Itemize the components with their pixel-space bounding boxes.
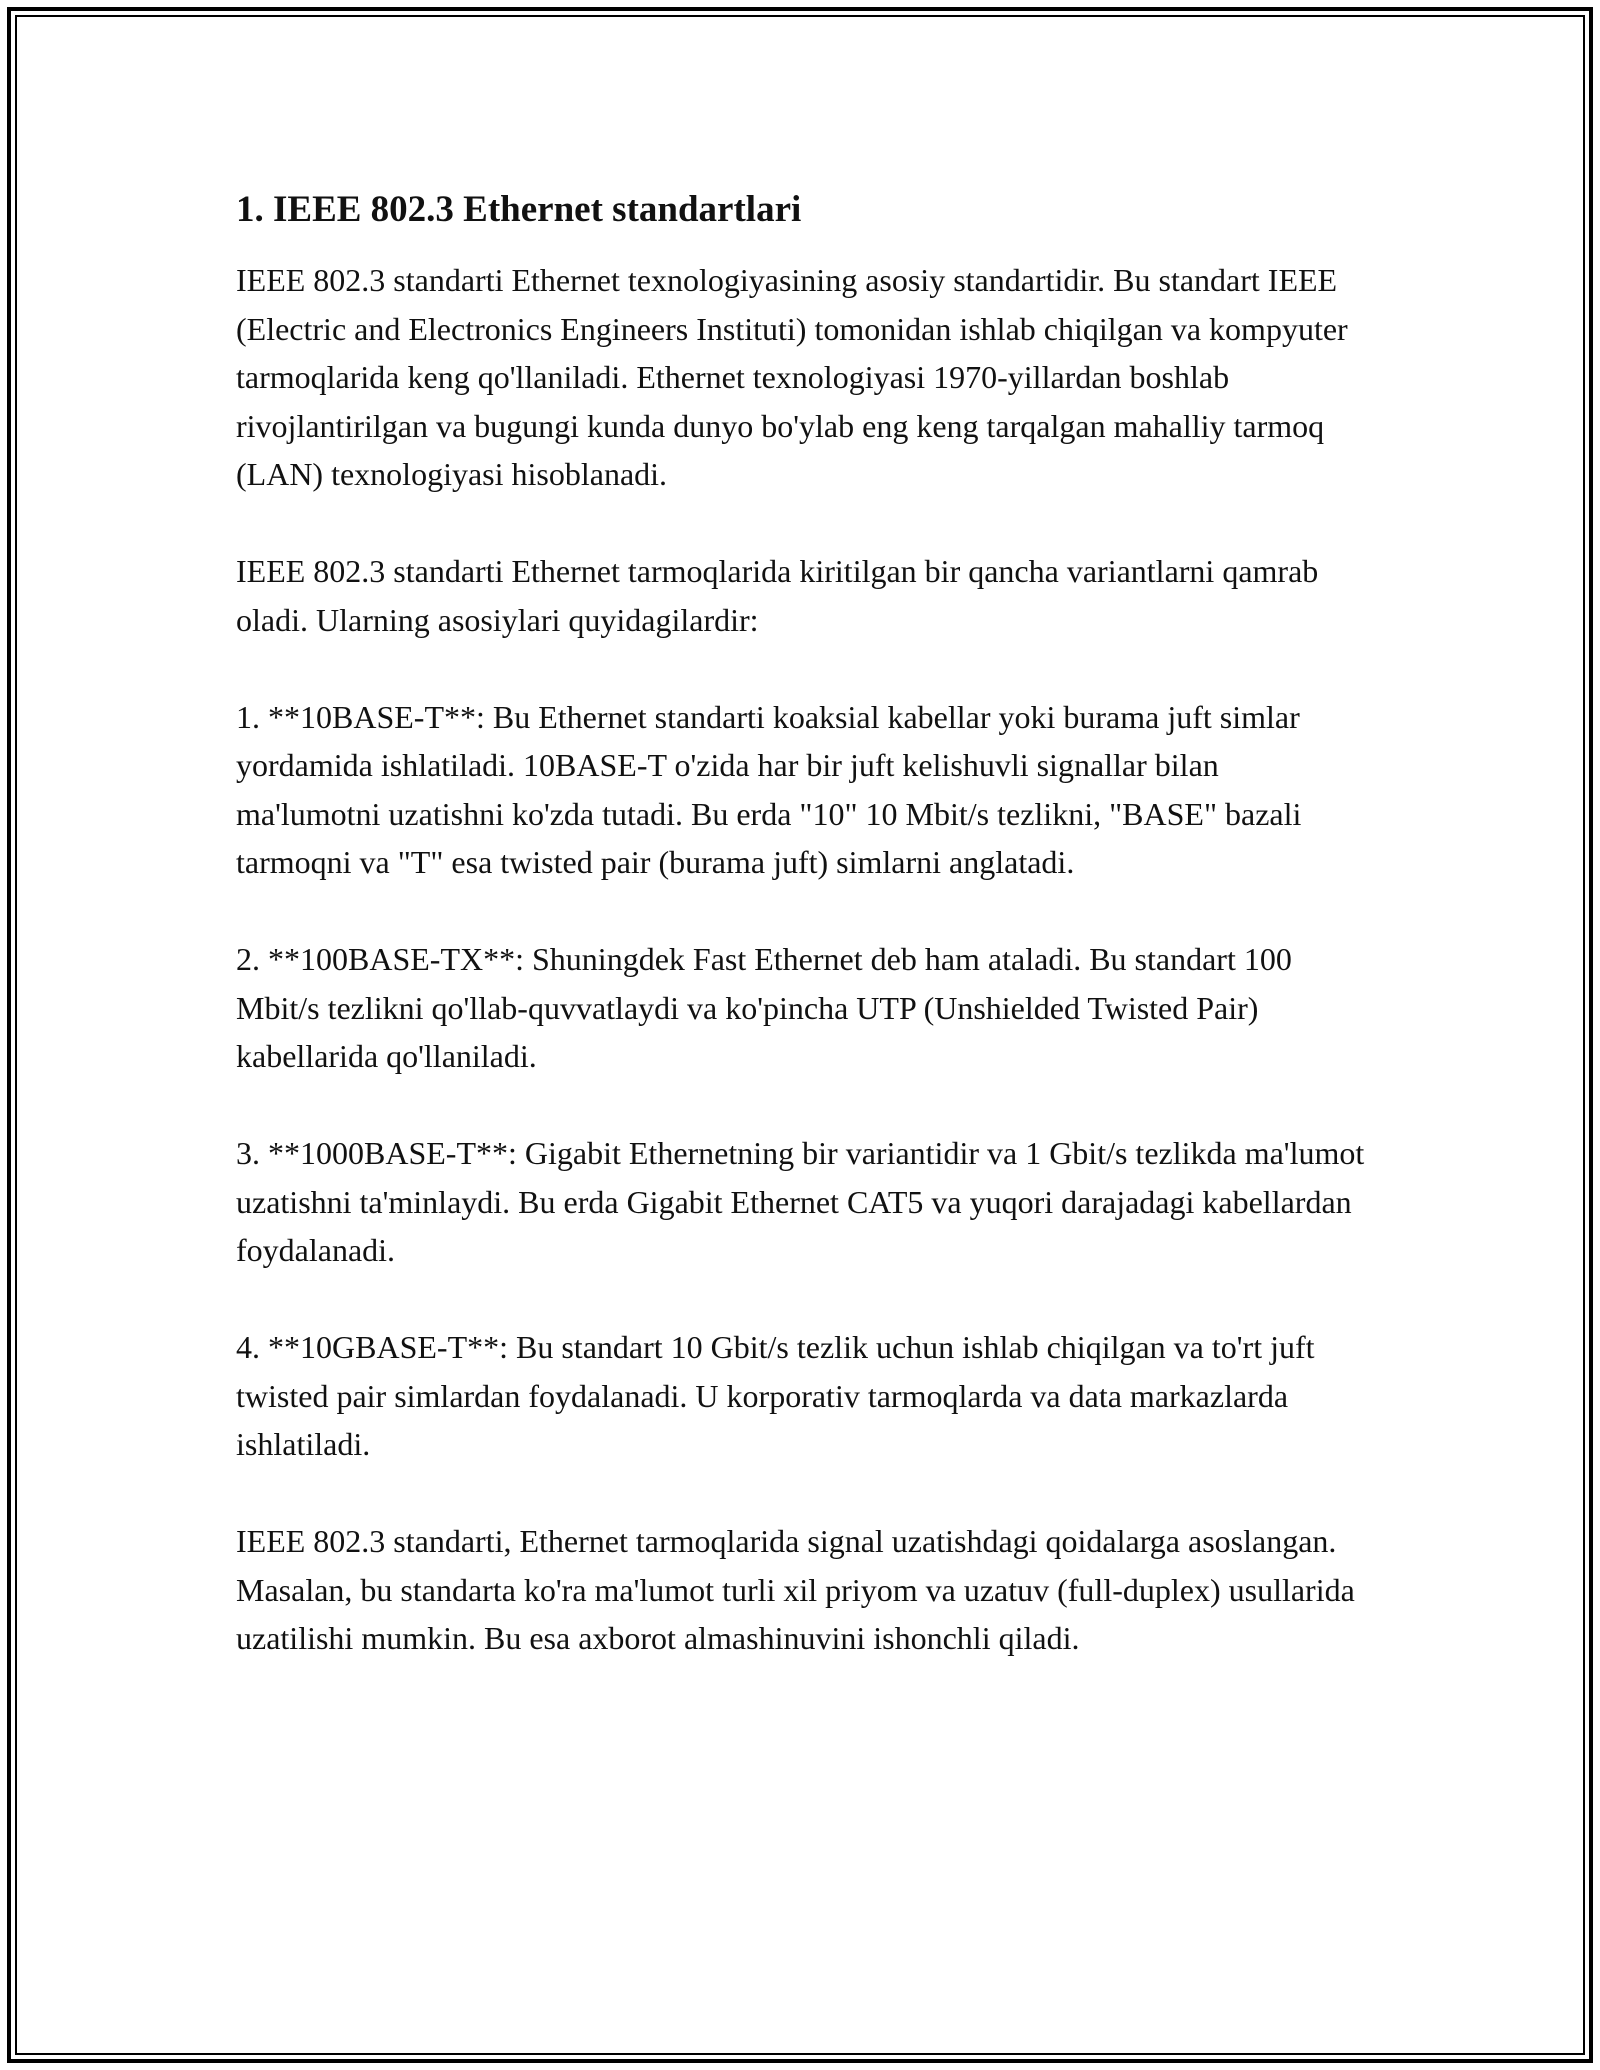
list-item-10base-t: 1. **10BASE-T**: Bu Ethernet standarti koaksial kabellar yoki burama juft simlar yordamida ishlatiladi. 10BASE-T o'zida har bir juft kelishuvli signallar bilan ma'lumotni uzatishni ko'zda tutadi. Bu erda "10" 10 Mbit/s tezlikni, "BASE" bazali tarmoqni va "T" esa twisted pair (burama juft) simlarni anglatadi. <box>236 698 1302 880</box>
section-title: 1. IEEE 802.3 Ethernet standartlari <box>236 189 802 230</box>
variants-intro-paragraph: IEEE 802.3 standarti Ethernet tarmoqlarida kiritilgan bir qancha variantlarni qamrab oladi. Ularning asosiylari quyidagilardir: <box>236 553 1319 638</box>
list-item-1000base-t: 3. **1000BASE-T**: Gigabit Ethernetning bir variantidir va 1 Gbit/s tezlikda ma'lumot uzatishni ta'minlaydi. Bu erda Gigabit Ethernet CAT5 va yuqori darajadagi kabellardan foydalanadi. <box>236 1135 1365 1268</box>
list-item-100base-tx: 2. **100BASE-TX**: Shuningdek Fast Ethernet deb ham ataladi. Bu standart 100 Mbit/s tezlikni qo'llab-quvvatlaydi va ko'pincha UTP (Unshielded Twisted Pair) kabellarida qo'llaniladi. <box>236 941 1292 1074</box>
document-body <box>236 186 1366 1711</box>
list-item-10gbase-t: 4. **10GBASE-T**: Bu standart 10 Gbit/s tezlik uchun ishlab chiqilgan va to'rt juft twisted pair simlardan foydalanadi. U korporativ tarmoqlarda va data markazlarda ishlatiladi. <box>236 1329 1315 1462</box>
intro-paragraph: IEEE 802.3 standarti Ethernet texnologiyasining asosiy standartidir. Bu standart IEEE (Electric and Electronics Engineers Instituti) tomonidan ishlab chiqilgan va kompyuter tarmoqlarida keng qo'llaniladi. Ethernet texnologiyasi 1970-yillardan boshlab rivojlantirilgan va bugungi kunda dunyo bo'ylab eng keng tarqalgan mahalliy tarmoq (LAN) texnologiyasi hisoblanadi. <box>236 262 1348 492</box>
closing-paragraph: IEEE 802.3 standarti, Ethernet tarmoqlarida signal uzatishdagi qoidalarga asoslangan. Masalan, bu standarta ko'ra ma'lumot turli xil priyom va uzatuv (full-duplex) usullarida uzatilishi mumkin. Bu esa axborot almashinuvini ishonchli qiladi. <box>236 1523 1355 1656</box>
